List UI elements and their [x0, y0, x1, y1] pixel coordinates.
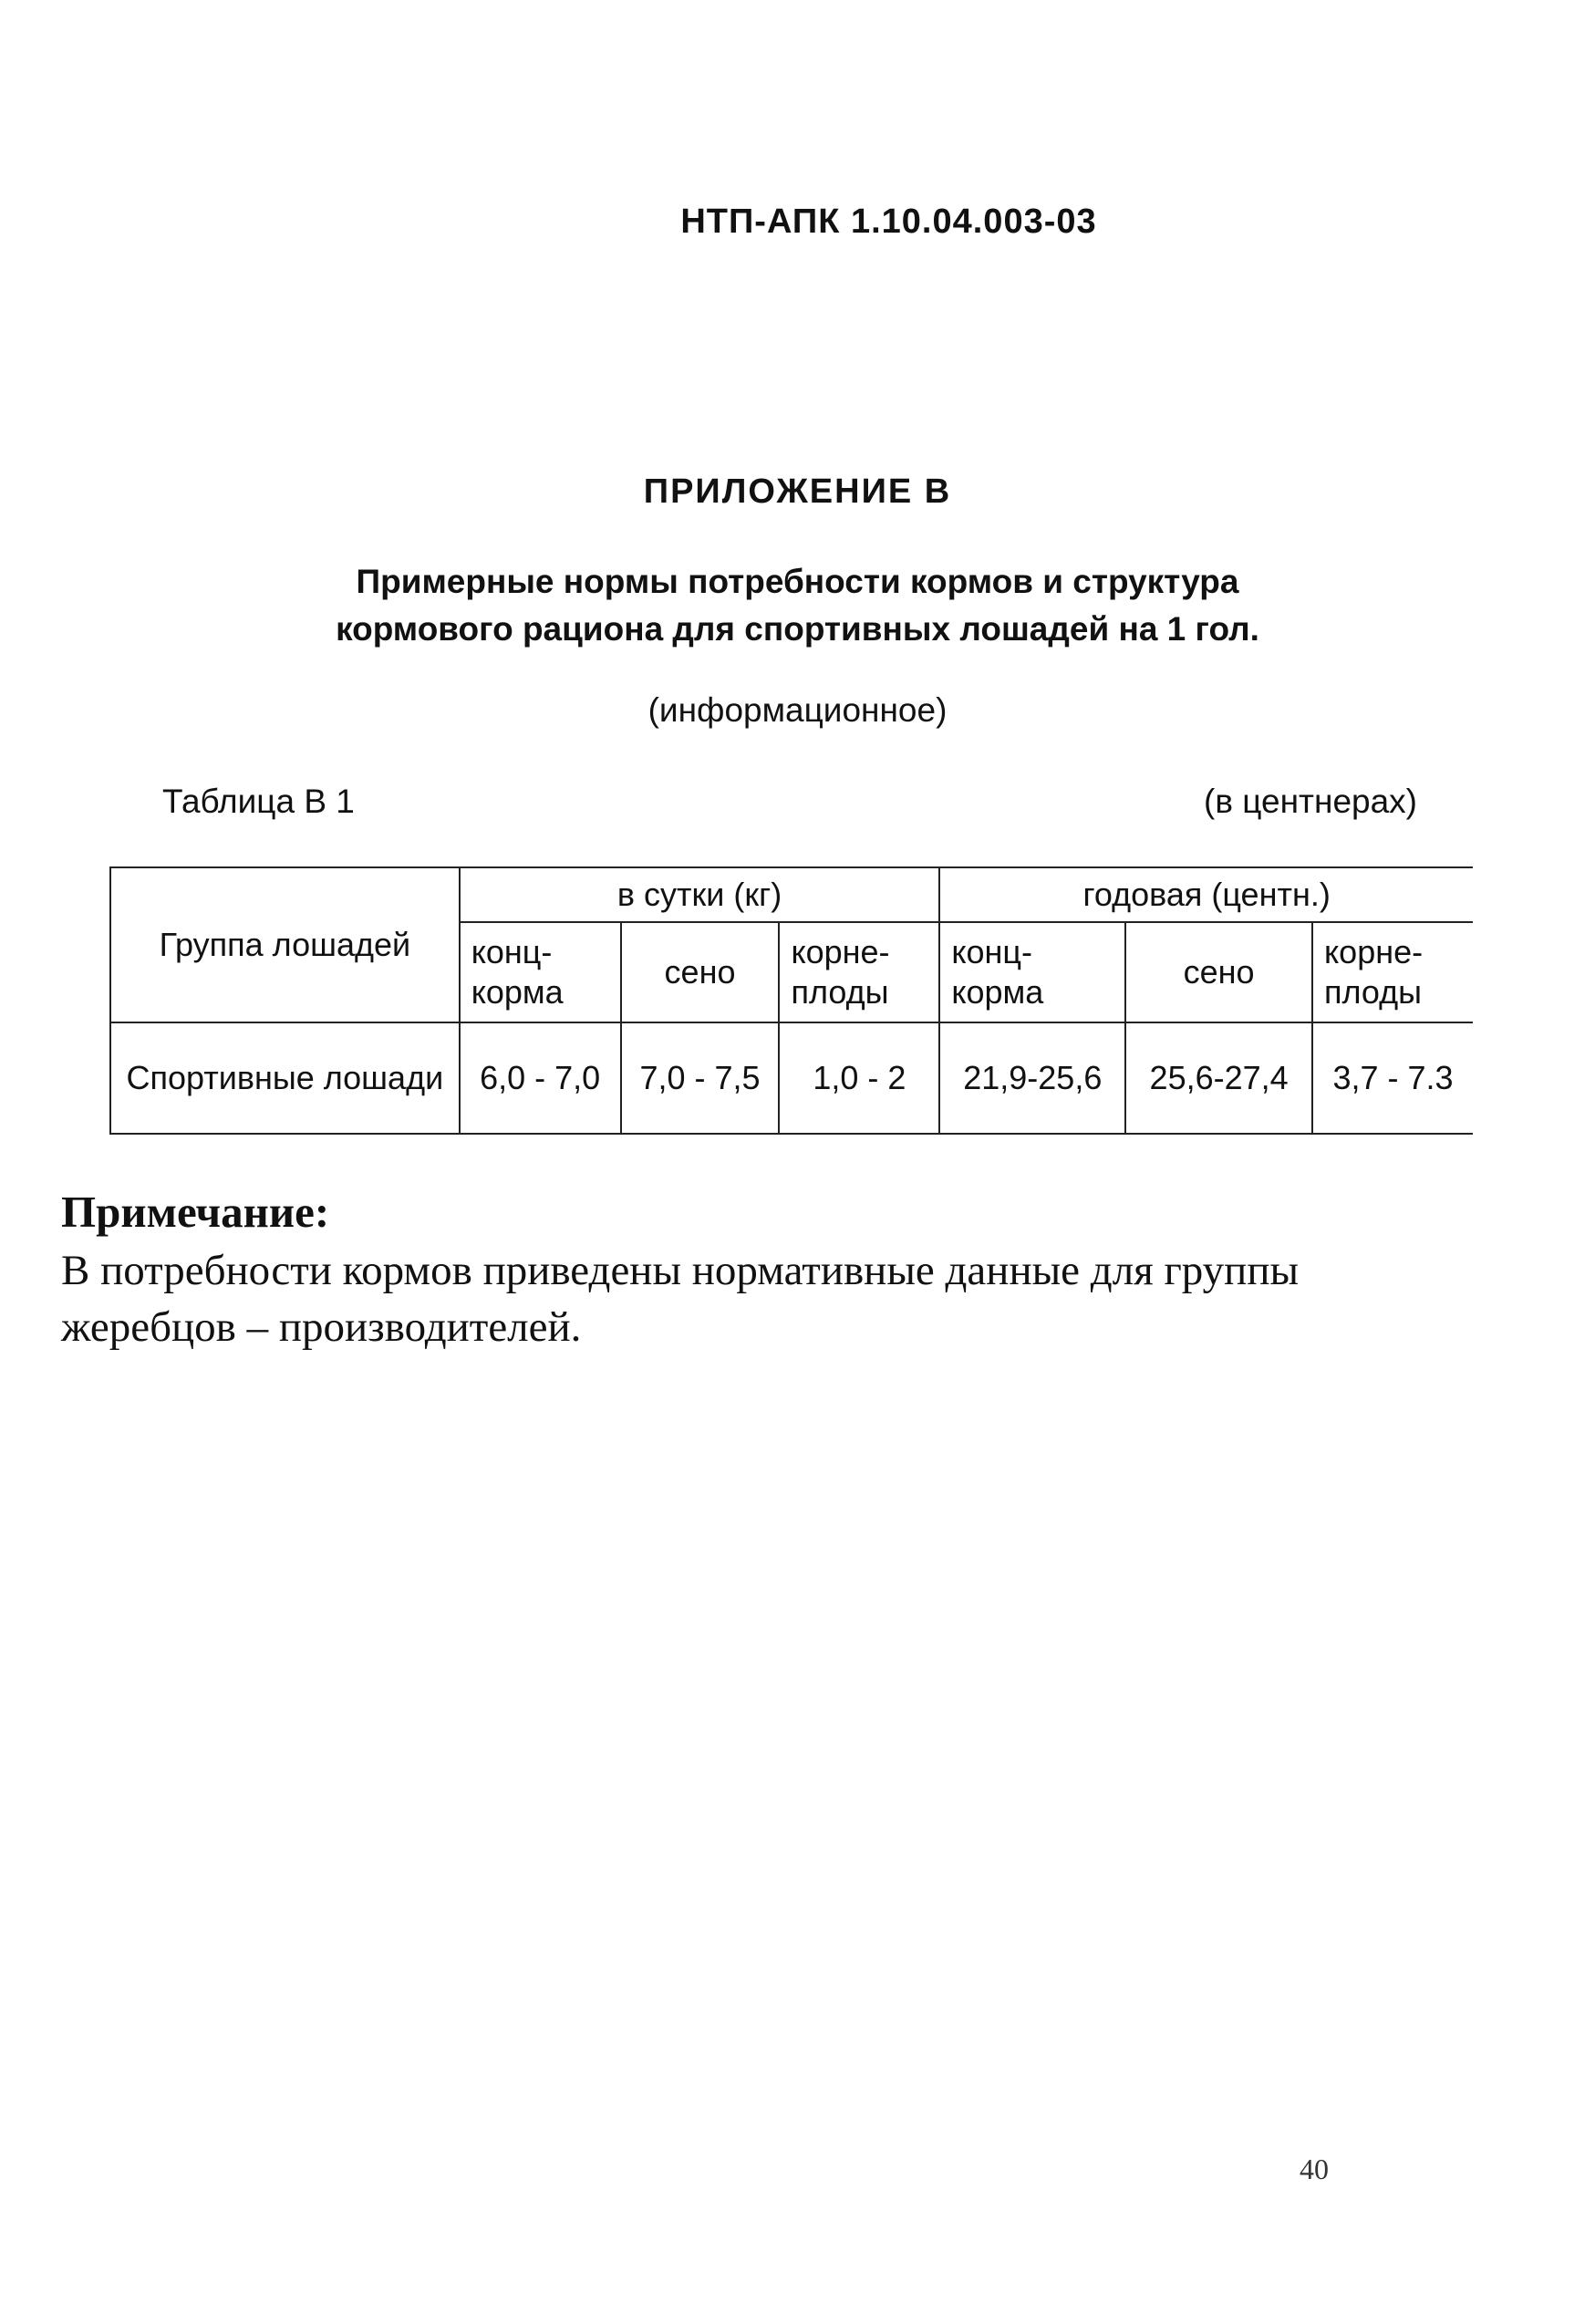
subheader-cell: корне-плоды — [779, 922, 939, 1022]
subheader-cell: конц-корма — [939, 922, 1125, 1022]
value-cell: 3,7 - 7.3 — [1312, 1022, 1473, 1134]
value-cell: 21,9-25,6 — [939, 1022, 1125, 1134]
page-number: 40 — [1300, 2153, 1329, 2185]
note-text: В потребности кормов приведены нормативные данные для группы жеребцов – производителей. — [61, 1247, 1300, 1351]
annual-header-cell: годовая (центн.) — [939, 867, 1473, 922]
row-group-cell: Спортивные лошади — [110, 1022, 460, 1134]
daily-header-cell: в сутки (кг) — [460, 867, 940, 922]
subtitle-line-1: Примерные нормы потребности кормов и структура — [356, 563, 1239, 600]
group-header-cell: Группа лошадей — [110, 867, 460, 1022]
value-cell: 6,0 - 7,0 — [460, 1022, 621, 1134]
table-units: (в центнерах) — [1204, 783, 1417, 820]
value-cell: 25,6-27,4 — [1125, 1022, 1312, 1134]
appendix-subtitle — [0, 558, 1595, 653]
subheader-cell: конц-корма — [460, 922, 621, 1022]
subheader-cell: сено — [621, 922, 780, 1022]
table-header-row — [110, 867, 1473, 922]
table-label: Таблица В 1 — [162, 783, 355, 820]
subtitle-line-2: кормового рациона для спортивных лошадей на 1 гол. — [336, 610, 1259, 648]
document-code: НТП-АПК 1.10.04.003-03 — [680, 202, 1097, 241]
note-heading: Примечание: — [61, 1187, 330, 1237]
subheader-cell: корне-плоды — [1312, 922, 1473, 1022]
appendix-type: (информационное) — [647, 691, 948, 729]
feed-norms-table — [109, 866, 1473, 1135]
value-cell: 1,0 - 2 — [779, 1022, 939, 1134]
appendix-title: ПРИЛОЖЕНИЕ В — [643, 472, 952, 511]
table-row — [110, 1022, 1473, 1134]
subheader-cell: сено — [1125, 922, 1312, 1022]
value-cell: 7,0 - 7,5 — [621, 1022, 780, 1134]
